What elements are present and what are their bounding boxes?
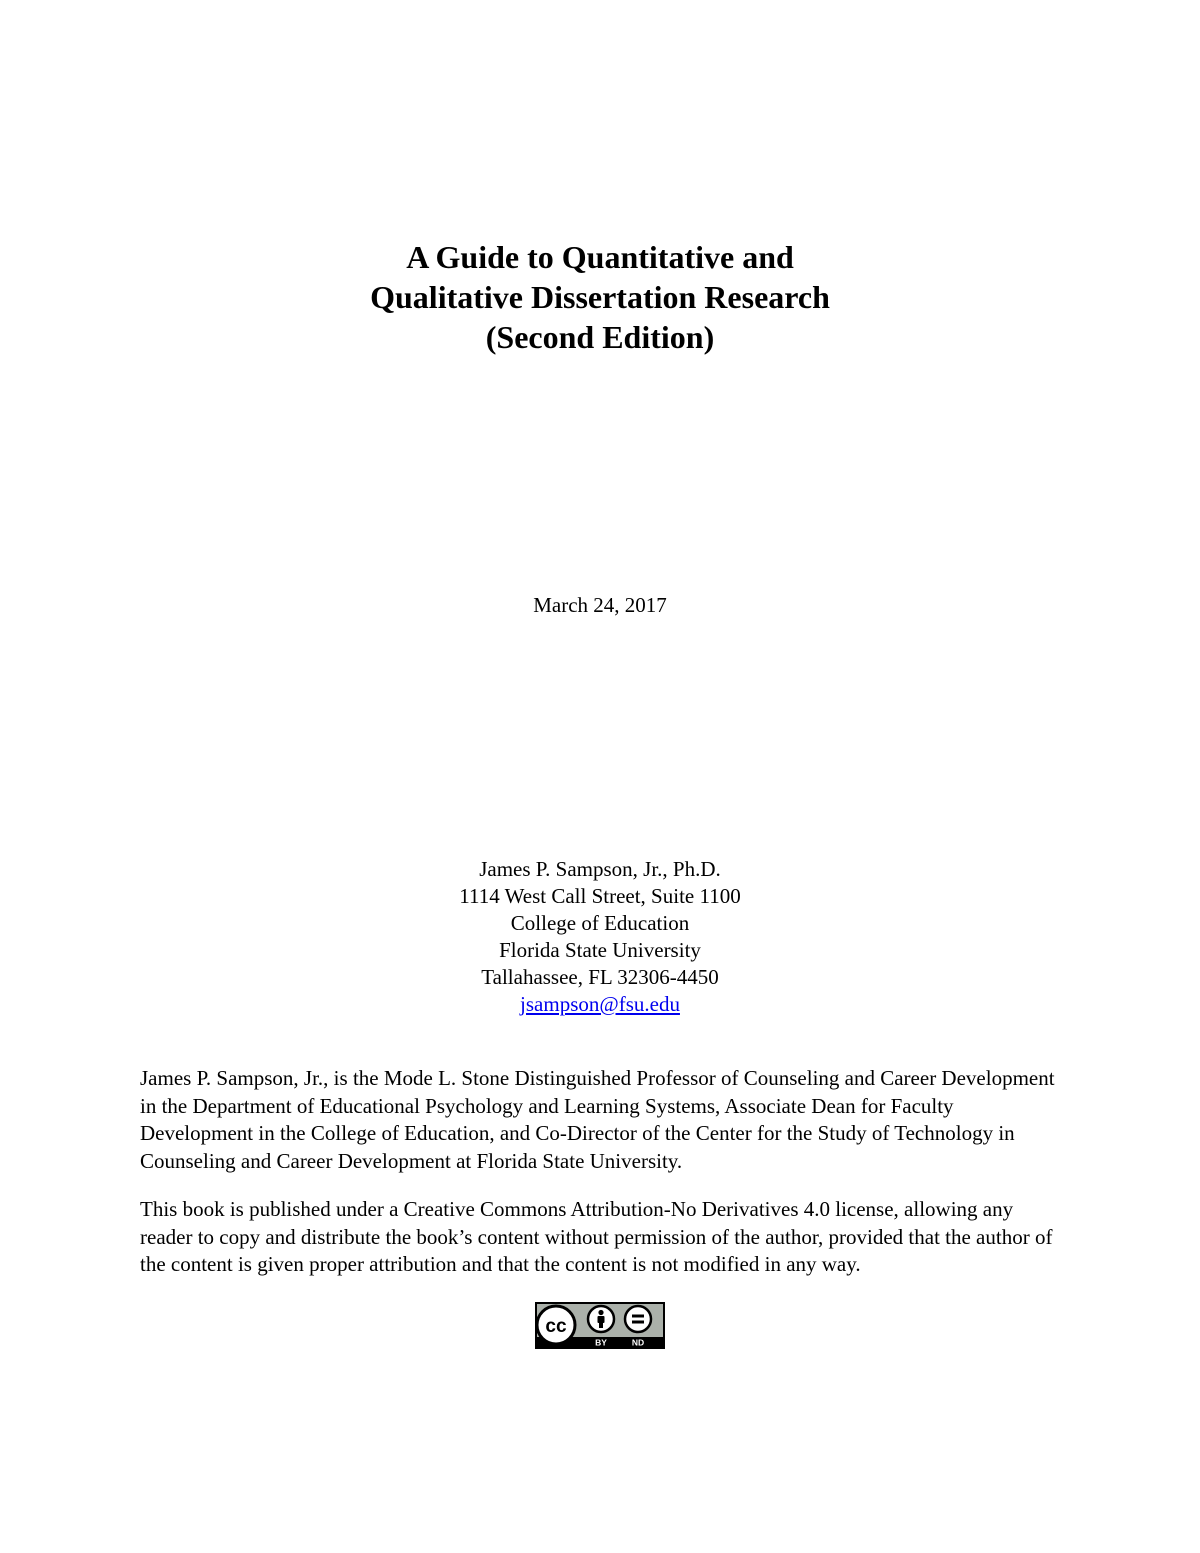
author-street: 1114 West Call Street, Suite 1100 — [459, 884, 741, 908]
title-line-3: (Second Edition) — [485, 319, 715, 355]
author-college: College of Education — [510, 911, 690, 935]
publication-date: March 24, 2017 — [533, 593, 667, 617]
author-email-link[interactable]: jsampson@fsu.edu — [520, 992, 680, 1016]
document-title — [0, 237, 1200, 357]
creative-commons-by-nd-icon — [535, 1302, 665, 1349]
cc-label: cc — [545, 1316, 567, 1337]
nd-label: ND — [631, 1337, 645, 1348]
author-address-block — [0, 856, 1200, 1018]
author-email-line — [0, 991, 1200, 1018]
author-name: James P. Sampson, Jr., Ph.D. — [479, 857, 721, 881]
title-line-1: A Guide to Quantitative and — [406, 239, 794, 275]
author-university: Florida State University — [499, 938, 701, 962]
license-paragraph: This book is published under a Creative Commons Attribution-No Derivatives 4.0 license, allowing any reader to copy and distribute the book’s content without permission of the author, provided that the author of the content is given proper attribution and that the content is not modified in any way. — [140, 1197, 1053, 1276]
title-line-2: Qualitative Dissertation Research — [370, 279, 830, 315]
author-city: Tallahassee, FL 32306-4450 — [481, 965, 719, 989]
author-bio-paragraph: James P. Sampson, Jr., is the Mode L. Stone Distinguished Professor of Counseling and Career Development in the Department of Educational Psychology and Learning Systems, Associate Dean for Faculty Development in the College of Education, and Co-Director of the Center for the Study of Technology in Counseling and Career Development at Florida State University. — [140, 1066, 1055, 1173]
by-label: BY — [595, 1337, 607, 1348]
